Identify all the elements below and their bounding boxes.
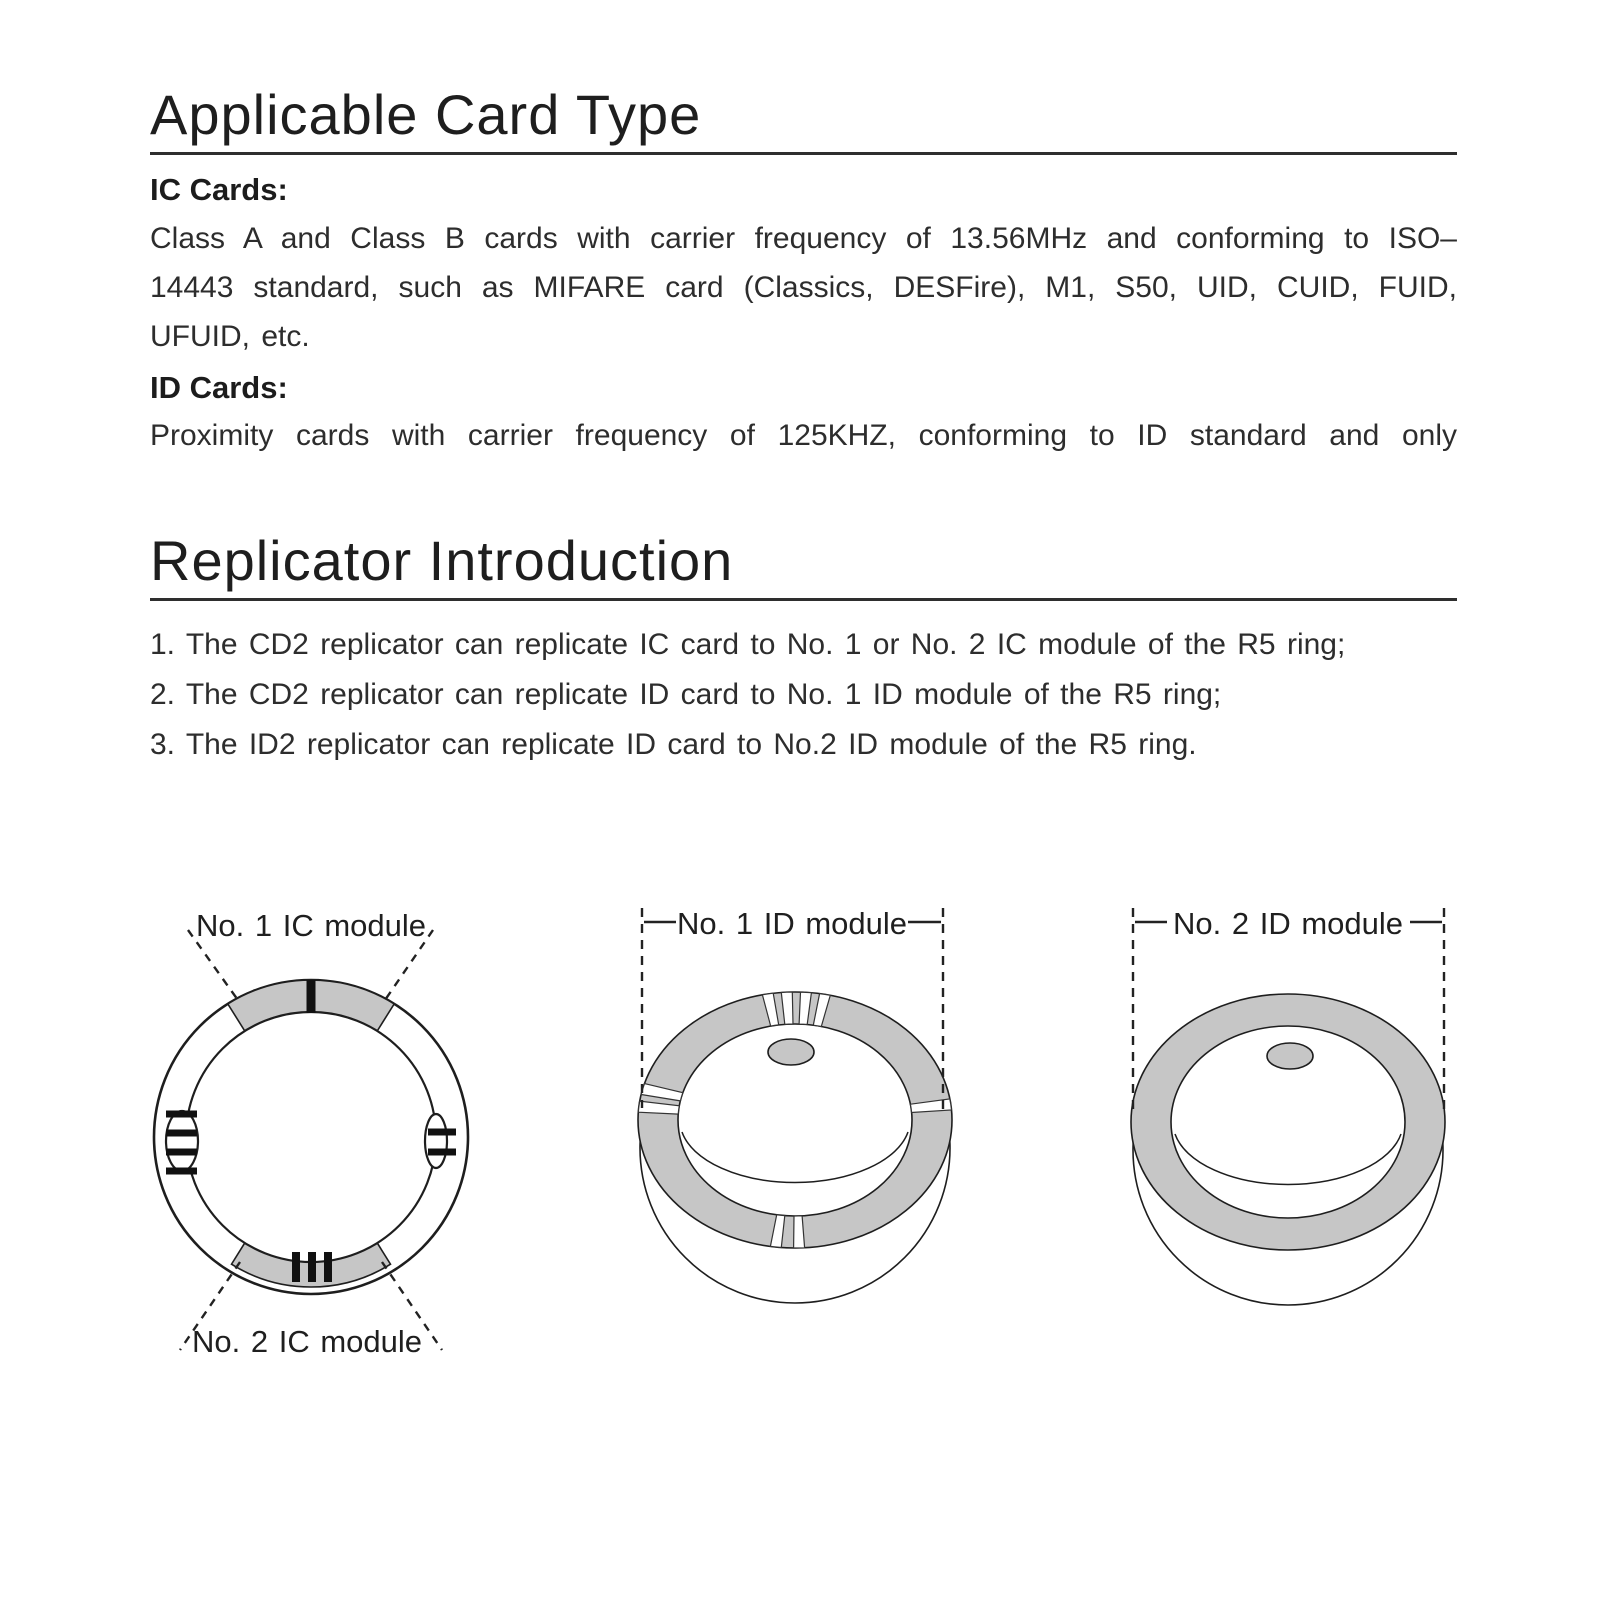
left-chip-stripe [166,1130,197,1137]
ring-diagrams [0,860,1600,1420]
front-ring-diagram [154,908,468,1359]
ic-cards-line-3: UFUID, etc. [150,320,310,353]
ic-module-2-label: No. 2 IC module [192,1324,422,1359]
card-type-divider [150,152,1457,155]
replicator-divider [150,598,1457,601]
ic-module-1-label: No. 1 IC module [196,908,426,943]
sensor-button [1267,1043,1313,1069]
ic-module-2-contact-mark [308,1252,316,1282]
front-ring-inner-circle [186,1012,436,1262]
ic-module-2-contact-mark [292,1252,300,1282]
right-chip-stripe [428,1129,456,1136]
id2-ring-diagram [1131,906,1445,1305]
ic-cards-heading: IC Cards: [150,172,288,207]
id-module-2-label: No. 2 ID module [1173,906,1403,941]
right-chip-stripe [428,1149,456,1156]
ic-cards-line-2: 14443 standard, such as MIFARE card (Classics, DESFire), M1, S50, UID, CUID, FUID, [150,271,1457,304]
id1-ring-diagram [638,906,952,1303]
sensor-button [768,1039,814,1065]
replicator-item-1: 1. The CD2 replicator can replicate IC card to No. 1 or No. 2 IC module of the R5 ring; [150,628,1346,661]
left-chip-stripe [166,1111,197,1118]
card-type-title: Applicable Card Type [150,83,702,146]
left-chip-stripe [166,1168,197,1175]
band-slit [794,1216,805,1248]
replicator-item-2: 2. The CD2 replicator can replicate ID card to No. 1 ID module of the R5 ring; [150,678,1222,711]
replicator-item-3: 3. The ID2 replicator can replicate ID card to No.2 ID module of the R5 ring. [150,728,1197,761]
id-cards-heading: ID Cards: [150,370,288,405]
left-chip-window [166,1111,198,1171]
id-cards-line-1: Proximity cards with carrier frequency of 125KHZ, conforming to ID standard and only [150,419,1457,452]
left-chip-stripe [166,1149,197,1156]
right-chip-window [425,1114,447,1168]
ic-module-2-contact-mark [324,1252,332,1282]
id-module-1-label: No. 1 ID module [677,906,907,941]
ic-module-1-contact-mark [307,980,316,1013]
replicator-title: Replicator Introduction [150,529,734,592]
ic-cards-line-1: Class A and Class B cards with carrier frequency of 13.56MHz and conforming to ISO– [150,222,1457,255]
